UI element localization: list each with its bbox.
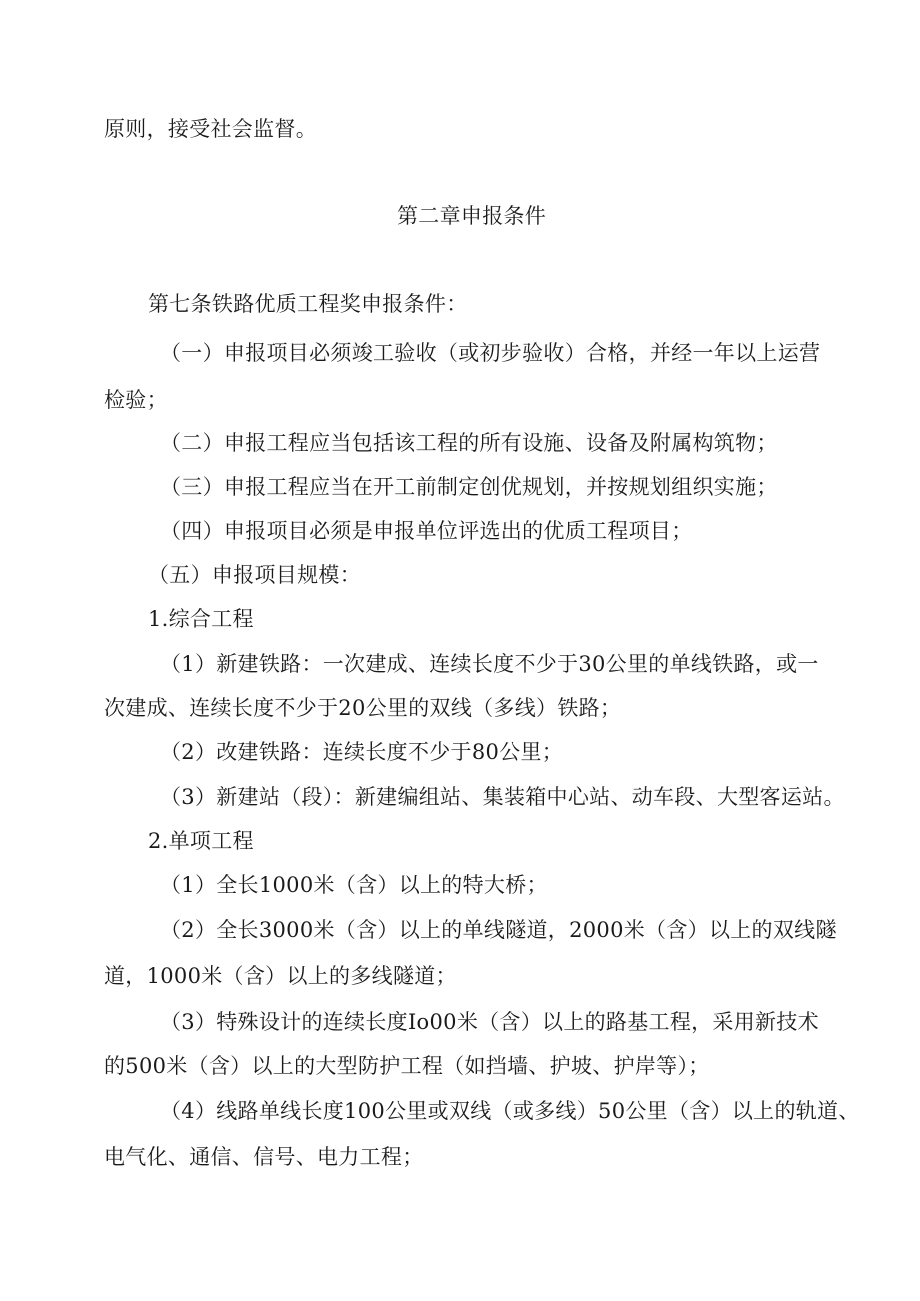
article-title: 第七条铁路优质工程奖申报条件： [148, 292, 468, 316]
paragraph-line: 道，1000米（含）以上的多线隧道； [104, 964, 457, 988]
paragraph-line: （1）全长1000米（含）以上的特大桥； [160, 873, 548, 897]
paragraph-line: （二）申报工程应当包括该工程的所有设施、设备及附属构筑物； [160, 431, 778, 455]
paragraph-line: （一）申报项目必须竣工验收（或初步验收）合格，并经一年以上运营 [160, 341, 821, 365]
paragraph-line: （2）改建铁路：连续长度不少于80公里； [160, 740, 564, 764]
paragraph-line: （4）线路单线长度100公里或双线（或多线）50公里（含）以上的轨道、 [160, 1099, 860, 1123]
paragraph-line: （四）申报项目必须是申报单位评选出的优质工程项目； [160, 519, 693, 543]
chapter-heading: 第二章申报条件 [397, 204, 547, 228]
paragraph-line: 次建成、连续长度不少于20公里的双线（多线）铁路； [104, 696, 622, 720]
paragraph-line: （1）新建铁路：一次建成、连续长度不少于30公里的单线铁路，或一 [160, 652, 819, 676]
paragraph-line: （3）特殊设计的连续长度Io00米（含）以上的路基工程，采用新技术 [160, 1010, 819, 1034]
paragraph-line: 检验； [104, 388, 168, 412]
paragraph-line: （2）全长3000米（含）以上的单线隧道，2000米（含）以上的双线隧 [160, 918, 837, 942]
section-heading: 1.综合工程 [148, 607, 254, 631]
paragraph-line: （三）申报工程应当在开工前制定创优规划，并按规划组织实施； [160, 475, 778, 499]
paragraph-line: 的500米（含）以上的大型防护工程（如挡墙、护坡、护岸等）； [104, 1054, 710, 1078]
paragraph-line: 原则，接受社会监督。 [104, 117, 317, 141]
paragraph-line: （五）申报项目规模： [148, 563, 361, 587]
section-heading: 2.单项工程 [148, 829, 254, 853]
paragraph-line: （3）新建站（段）：新建编组站、集装箱中心站、动车段、大型客运站。 [160, 785, 845, 809]
paragraph-line: 电气化、通信、信号、电力工程； [104, 1145, 424, 1169]
